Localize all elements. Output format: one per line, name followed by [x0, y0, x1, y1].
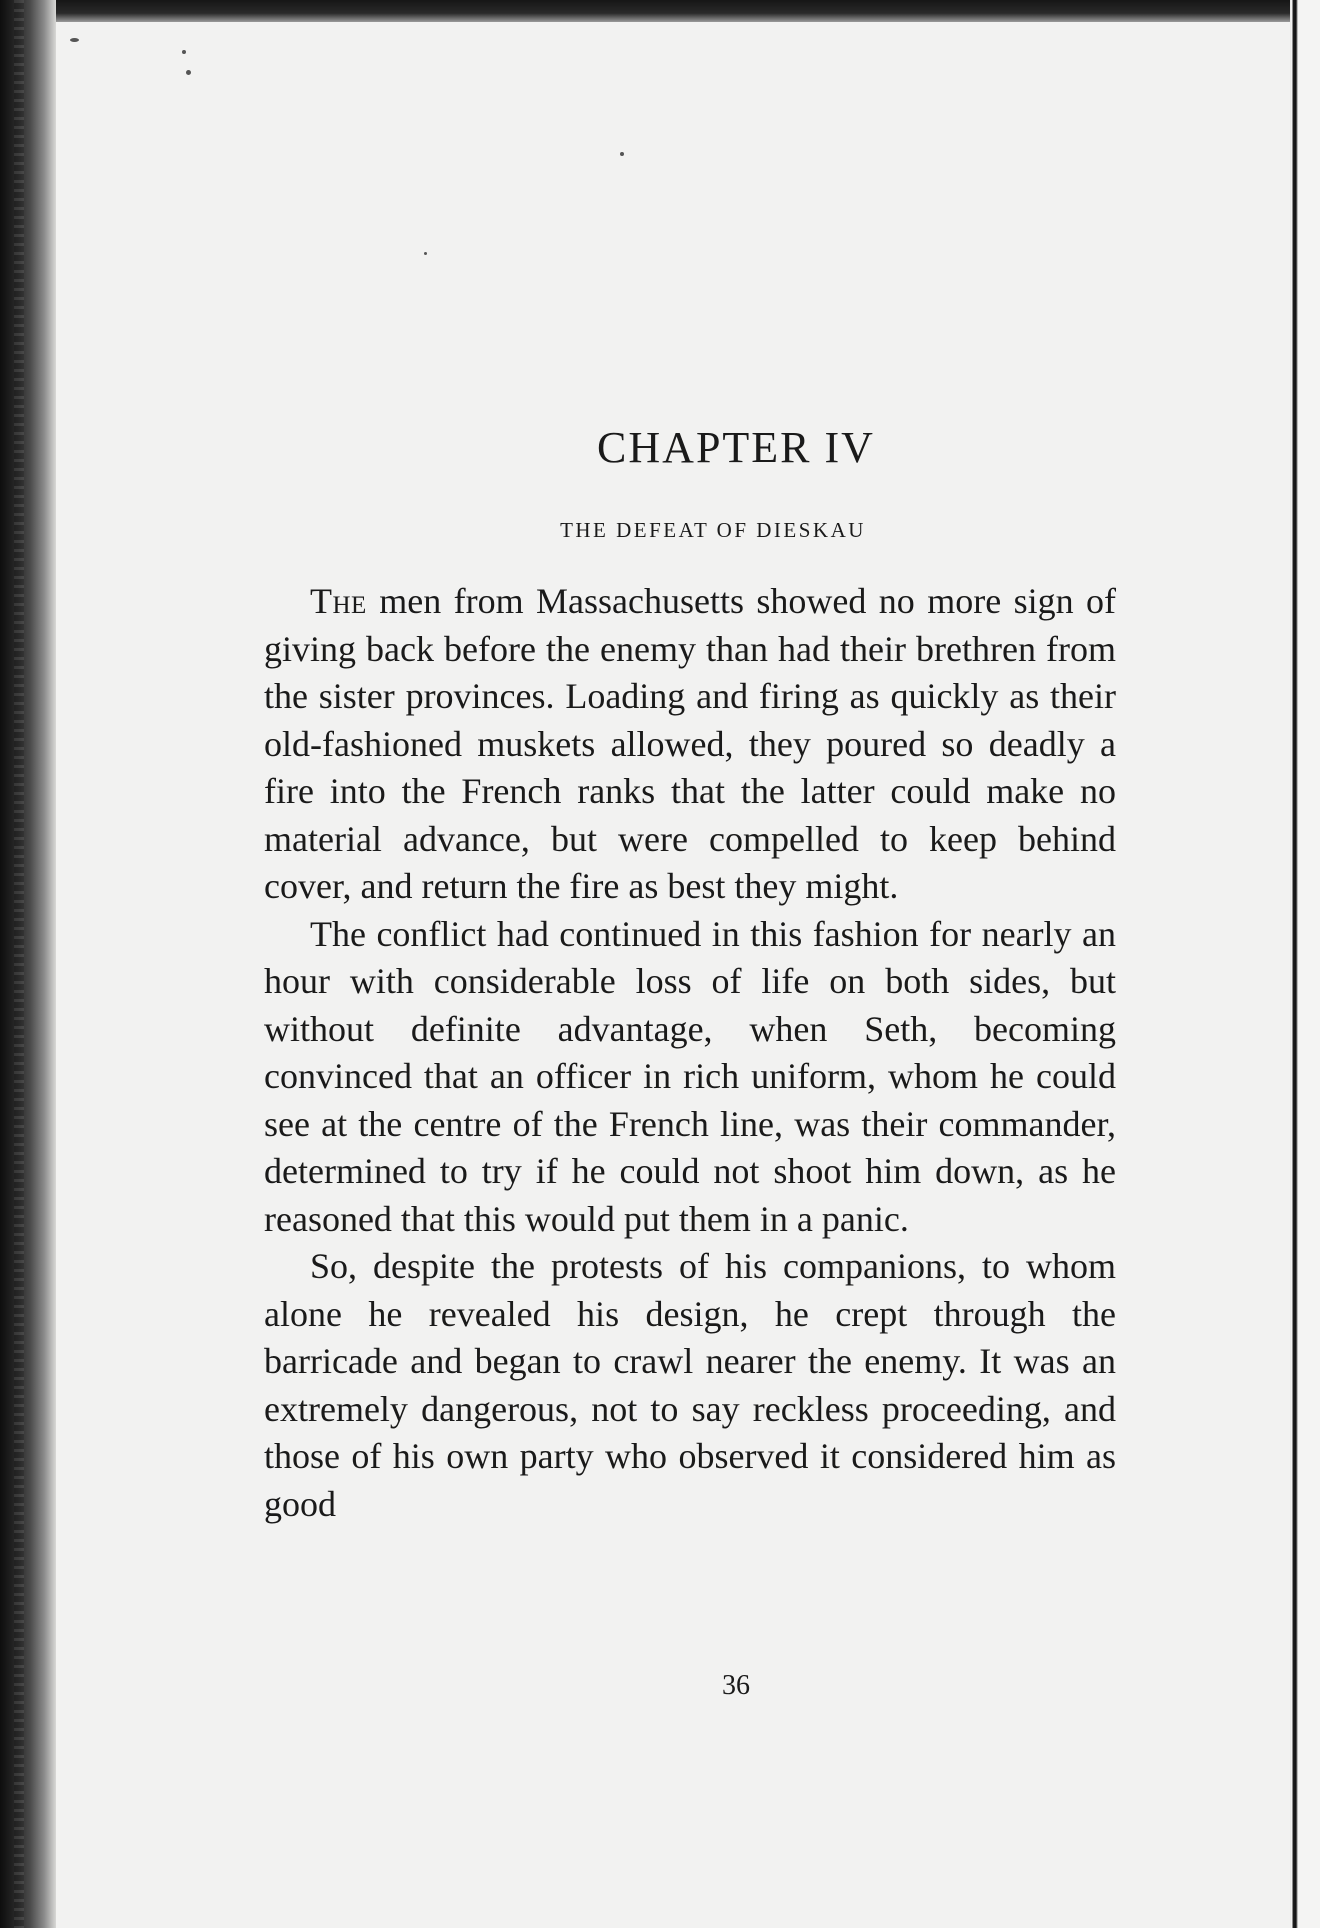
- chapter-title: CHAPTER IV: [597, 423, 875, 472]
- page-number: 36: [722, 1670, 750, 1701]
- page-right-edge: [1290, 0, 1320, 1928]
- scan-speck: [620, 152, 624, 156]
- scan-speck: [186, 70, 191, 75]
- chapter-subtitle: THE DEFEAT OF DIESKAU: [560, 518, 866, 542]
- lead-word: The: [310, 581, 367, 621]
- paragraph-2: The conflict had continued in this fashion for nearly an hour with considerable loss of life on both sides, but without definite advantage, when Seth, becoming convinced that an officer in rich uniform, whom he could see at the centre of the French line, was their commander, determined to try if he could not shoot him down, as he reasoned that this would put them in a panic.: [264, 913, 1116, 1239]
- paragraph-1-text: men from Massachusetts showed no more sign of giving back before the enemy than had their brethren from the sister provinces. Loading and firing as quickly as their old-fashioned muskets allowed, they poured so deadly a fire into the French ranks that the latter could make no material advance, but were compelled to keep behind cover, and return the fire as best they might.: [264, 581, 1116, 906]
- paragraph-3: So, despite the protests of his companions, to whom alone he revealed his design, he crept through the barricade and began to crawl nearer the enemy. It was an extremely dangerous, not to say reckless proceeding, and those of his own party who observed it considered him as good: [264, 1246, 1116, 1524]
- paragraph-1: [264, 578, 1116, 911]
- scan-speck: [182, 50, 186, 54]
- scan-speck: [70, 38, 79, 42]
- book-binding-gutter: [0, 0, 56, 1928]
- book-page-text: [264, 420, 1116, 1528]
- scan-top-edge: [0, 0, 1320, 22]
- scan-speck: [424, 252, 427, 255]
